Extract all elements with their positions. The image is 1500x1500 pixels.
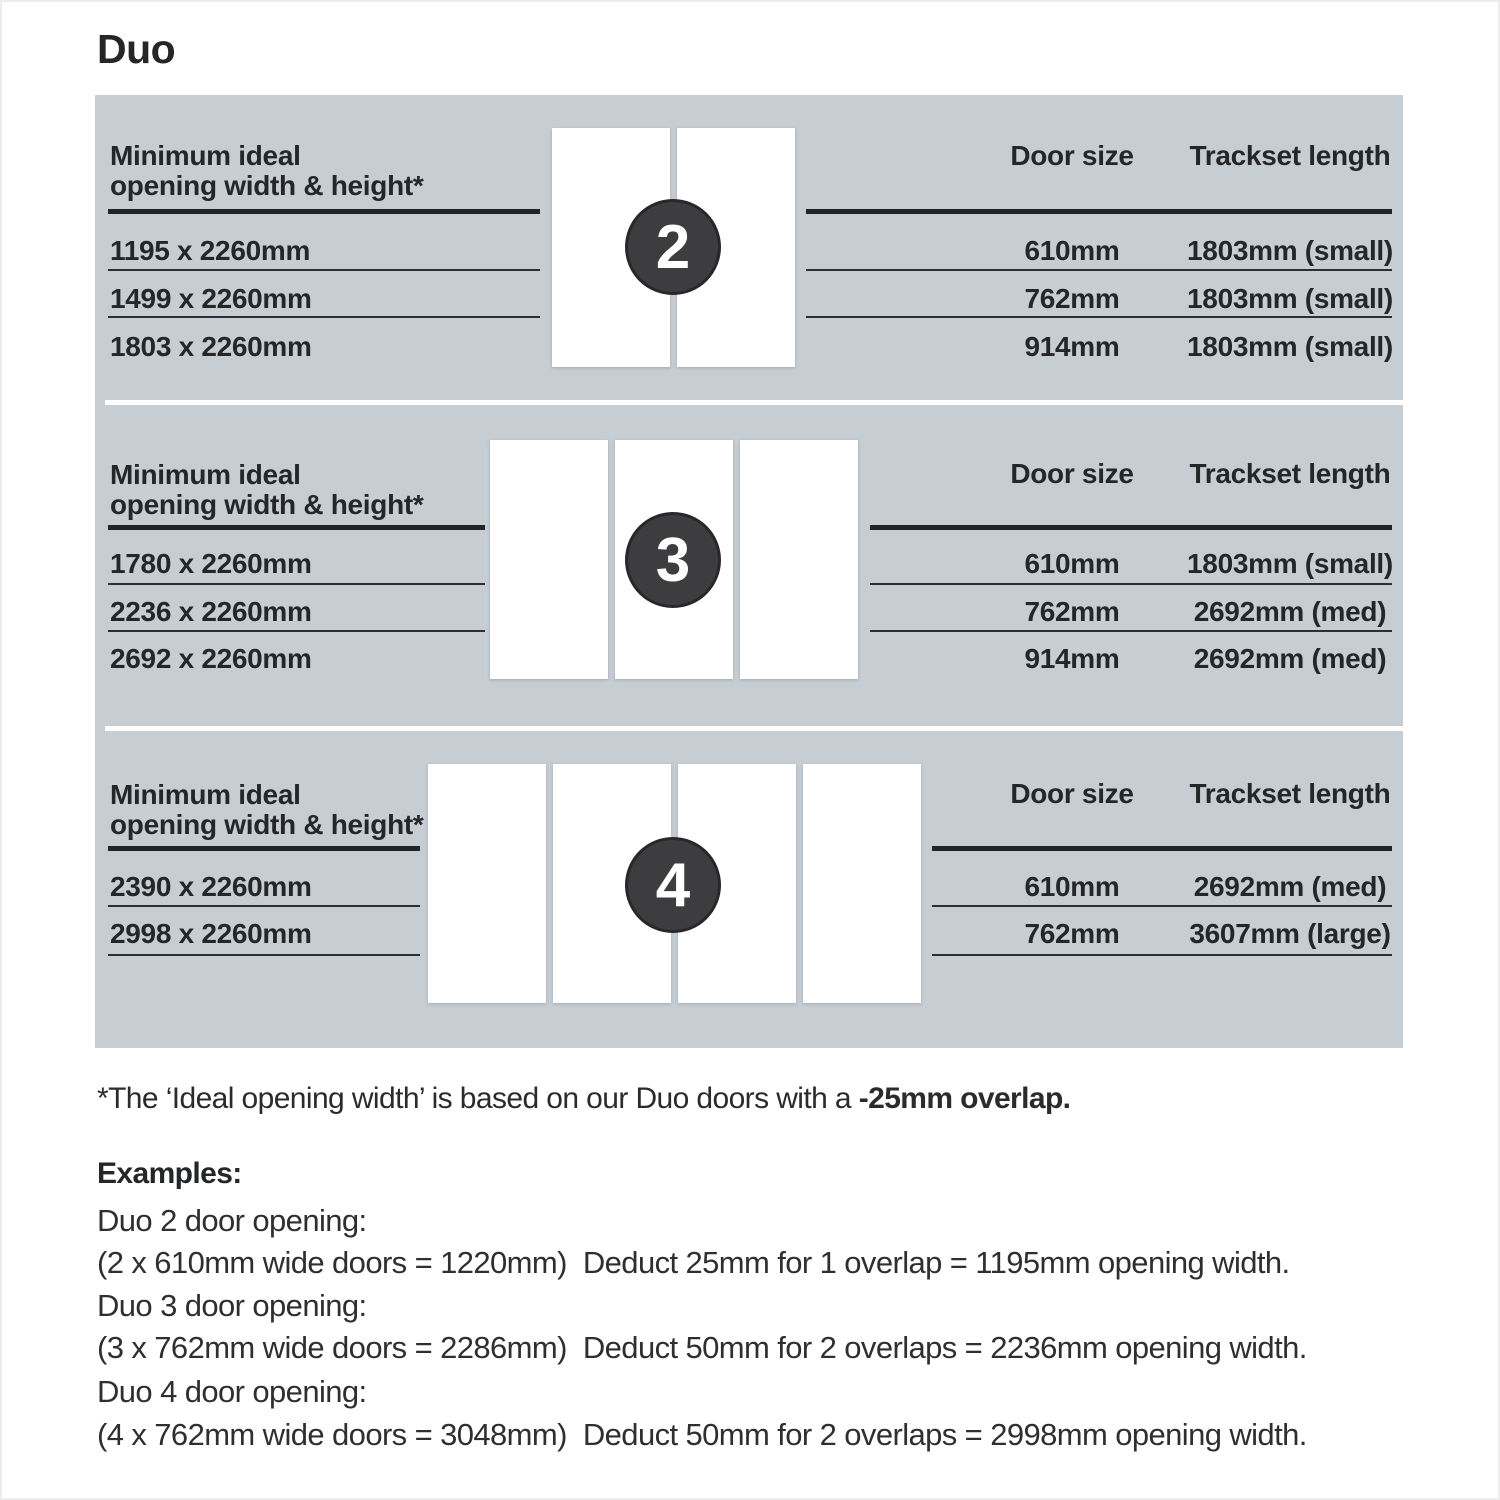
trackset-length-value: 1803mm (small) bbox=[1187, 331, 1393, 362]
door-count-badge: 2 bbox=[625, 199, 721, 295]
right-row-divider bbox=[932, 905, 1392, 907]
example-detail: (4 x 762mm wide doors = 3048mm) Deduct 50mm for 2 overlaps = 2998mm opening width. bbox=[97, 1417, 1307, 1452]
right-header-rule bbox=[932, 846, 1392, 851]
opening-size-header bbox=[110, 780, 424, 840]
trackset-length-value: 1803mm (small) bbox=[1187, 548, 1393, 579]
opening-size-header-line1: Minimum ideal bbox=[110, 459, 301, 490]
spec-panel bbox=[95, 95, 1403, 1048]
trackset-length-header: Trackset length bbox=[1189, 778, 1391, 809]
opening-size-header-line2: opening width & height* bbox=[110, 809, 424, 840]
opening-size-value: 2236 x 2260mm bbox=[110, 596, 312, 627]
left-header-rule bbox=[108, 525, 485, 530]
trackset-length-header: Trackset length bbox=[1189, 458, 1391, 489]
right-row-divider bbox=[932, 954, 1392, 956]
examples-heading: Examples: bbox=[97, 1157, 242, 1190]
left-row-divider bbox=[108, 954, 420, 956]
example-label: Duo 4 door opening: bbox=[97, 1374, 367, 1409]
example-detail: (2 x 610mm wide doors = 1220mm) Deduct 25mm for 1 overlap = 1195mm opening width. bbox=[97, 1245, 1290, 1280]
door-size-value: 914mm bbox=[1024, 643, 1120, 674]
right-header-rule bbox=[806, 209, 1392, 214]
opening-size-header-line1: Minimum ideal bbox=[110, 779, 301, 810]
left-row-divider bbox=[108, 316, 540, 318]
door-panel bbox=[803, 764, 921, 1003]
door-count-badge: 3 bbox=[625, 512, 721, 608]
right-row-divider bbox=[806, 269, 1392, 271]
opening-size-header bbox=[110, 141, 424, 201]
right-row-divider bbox=[806, 316, 1392, 318]
footnote-regular: *The ‘Ideal opening width’ is based on our Duo doors with a bbox=[97, 1082, 859, 1115]
door-size-header: Door size bbox=[1010, 140, 1134, 171]
left-row-divider bbox=[108, 630, 485, 632]
example-label: Duo 2 door opening: bbox=[97, 1203, 367, 1238]
door-size-value: 610mm bbox=[1024, 548, 1120, 579]
footnote bbox=[97, 1082, 1070, 1116]
left-header-rule bbox=[108, 209, 540, 214]
opening-size-value: 1803 x 2260mm bbox=[110, 331, 312, 362]
opening-size-header-line2: opening width & height* bbox=[110, 170, 424, 201]
right-row-divider bbox=[870, 630, 1392, 632]
opening-size-value: 2390 x 2260mm bbox=[110, 871, 312, 902]
door-panel bbox=[490, 440, 608, 679]
page-title: Duo bbox=[97, 26, 176, 72]
door-size-header: Door size bbox=[1010, 778, 1134, 809]
door-size-value: 610mm bbox=[1024, 871, 1120, 902]
door-panel bbox=[428, 764, 546, 1003]
section-2-door bbox=[95, 95, 1403, 400]
trackset-length-header: Trackset length bbox=[1189, 140, 1391, 171]
trackset-length-value: 2692mm (med) bbox=[1193, 871, 1387, 902]
door-size-value: 610mm bbox=[1024, 235, 1120, 266]
section-4-door bbox=[95, 731, 1403, 1048]
footnote-bold: -25mm overlap. bbox=[858, 1082, 1071, 1115]
example-label: Duo 3 door opening: bbox=[97, 1288, 367, 1323]
door-size-value: 914mm bbox=[1024, 331, 1120, 362]
door-size-value: 762mm bbox=[1024, 596, 1120, 627]
section-3-door bbox=[95, 405, 1403, 726]
opening-size-value: 1195 x 2260mm bbox=[110, 235, 311, 266]
trackset-length-value: 1803mm (small) bbox=[1187, 283, 1393, 314]
opening-size-value: 1780 x 2260mm bbox=[110, 548, 312, 579]
door-size-header: Door size bbox=[1010, 458, 1134, 489]
opening-size-value: 1499 x 2260mm bbox=[110, 283, 312, 314]
example-detail: (3 x 762mm wide doors = 2286mm) Deduct 50mm for 2 overlaps = 2236mm opening width. bbox=[97, 1330, 1307, 1365]
door-panel bbox=[740, 440, 858, 679]
trackset-length-value: 3607mm (large) bbox=[1189, 918, 1391, 949]
left-header-rule bbox=[108, 846, 420, 851]
trackset-length-value: 1803mm (small) bbox=[1187, 235, 1393, 266]
trackset-length-value: 2692mm (med) bbox=[1193, 643, 1387, 674]
right-row-divider bbox=[870, 583, 1392, 585]
door-size-value: 762mm bbox=[1024, 918, 1120, 949]
opening-size-header-line1: Minimum ideal bbox=[110, 140, 301, 171]
left-row-divider bbox=[108, 269, 540, 271]
trackset-length-value: 2692mm (med) bbox=[1193, 596, 1387, 627]
left-row-divider bbox=[108, 583, 485, 585]
opening-size-value: 2998 x 2260mm bbox=[110, 918, 312, 949]
left-row-divider bbox=[108, 905, 420, 907]
opening-size-value: 2692 x 2260mm bbox=[110, 643, 312, 674]
opening-size-header-line2: opening width & height* bbox=[110, 489, 424, 520]
door-size-value: 762mm bbox=[1024, 283, 1120, 314]
opening-size-header bbox=[110, 460, 424, 520]
right-header-rule bbox=[870, 525, 1392, 530]
door-count-badge: 4 bbox=[625, 837, 721, 933]
